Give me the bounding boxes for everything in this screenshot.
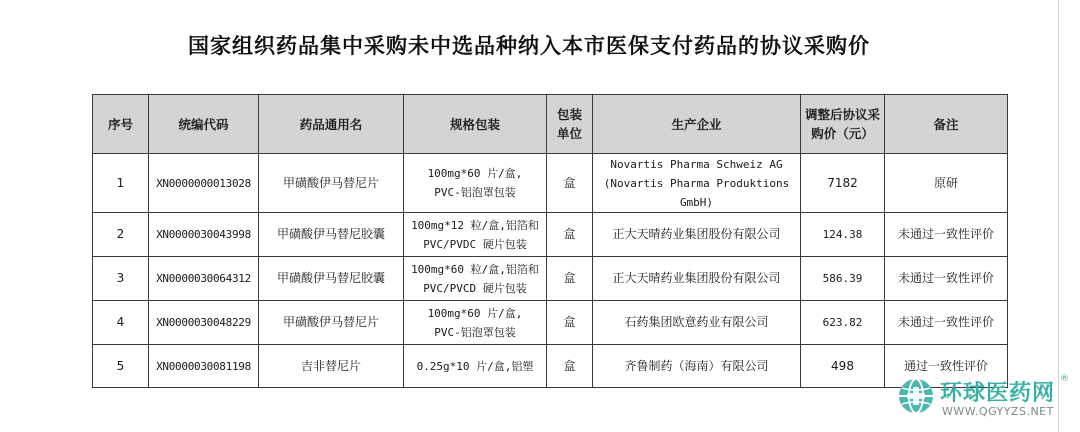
cell-manufacturer-line: (Novartis Pharma Produktions	[603, 176, 790, 190]
cell-code: XN0000030043998	[149, 213, 259, 257]
page-right-rule	[1058, 0, 1059, 432]
table-row	[93, 154, 1008, 213]
cell-spec-line: PVC/PVCD 硬片包装	[423, 281, 527, 295]
header-code: 统编代码	[149, 95, 259, 154]
cell-seq: 5	[93, 345, 149, 388]
cell-drug-name: 吉非替尼片	[259, 345, 404, 388]
watermark-name: 环球医药网	[940, 381, 1056, 406]
watermark-registered-mark: ®	[1060, 374, 1069, 384]
header-manufacturer: 生产企业	[593, 95, 801, 154]
cell-code: XN0000000013028	[149, 154, 259, 213]
cell-price: 623.82	[801, 301, 885, 345]
watermark	[896, 374, 1069, 424]
cell-remark: 未通过一致性评价	[885, 301, 1008, 345]
cell-remark: 未通过一致性评价	[885, 257, 1008, 301]
cell-manufacturer-line: GmbH)	[679, 195, 714, 209]
table-header-row	[93, 95, 1008, 154]
table-row	[93, 257, 1008, 301]
cell-code: XN0000030064312	[149, 257, 259, 301]
cell-spec	[404, 213, 547, 257]
cell-manufacturer-line: Novartis Pharma Schweiz AG	[610, 157, 783, 171]
cell-seq: 1	[93, 154, 149, 213]
cell-price: 124.38	[801, 213, 885, 257]
cell-remark: 通过一致性评价	[885, 345, 1008, 388]
header-price-line2: 购价（元）	[811, 126, 874, 141]
cell-manufacturer	[593, 154, 801, 213]
table-row	[93, 301, 1008, 345]
cell-seq: 2	[93, 213, 149, 257]
cell-remark: 未通过一致性评价	[885, 213, 1008, 257]
cell-spec	[404, 301, 547, 345]
cell-drug-name: 甲磺酸伊马替尼胶囊	[259, 213, 404, 257]
cell-manufacturer: 正大天晴药业集团股份有限公司	[593, 213, 801, 257]
header-seq: 序号	[93, 95, 149, 154]
cell-spec-line: 100mg*60 粒/盒,铝箔和	[411, 262, 539, 276]
watermark-url: WWW.QGYYZS.NET	[942, 405, 1054, 418]
cell-unit: 盒	[547, 345, 593, 388]
cell-spec	[404, 257, 547, 301]
cell-remark: 原研	[885, 154, 1008, 213]
cell-unit: 盒	[547, 257, 593, 301]
cell-spec-line: PVC/PVDC 硬片包装	[423, 237, 527, 251]
globe-logo-icon	[896, 376, 936, 416]
cell-price: 498	[801, 345, 885, 388]
cell-spec-line: 100mg*12 粒/盒,铝箔和	[411, 218, 539, 232]
price-table	[92, 94, 1008, 388]
header-drug-name: 药品通用名	[259, 95, 404, 154]
cell-price: 586.39	[801, 257, 885, 301]
cell-spec-line: 100mg*60 片/盒,	[427, 306, 523, 320]
cell-drug-name: 甲磺酸伊马替尼片	[259, 154, 404, 213]
header-unit-line2: 单位	[556, 126, 582, 141]
cell-manufacturer: 齐鲁制药（海南）有限公司	[593, 345, 801, 388]
header-remark: 备注	[885, 95, 1008, 154]
cell-spec-line: PVC-铝泡罩包装	[434, 325, 516, 339]
header-price-line1: 调整后协议采	[804, 107, 880, 122]
header-spec: 规格包装	[404, 95, 547, 154]
cell-unit: 盒	[547, 301, 593, 345]
cell-code: XN0000030048229	[149, 301, 259, 345]
header-unit	[547, 95, 593, 154]
header-unit-line1: 包装	[556, 107, 582, 122]
cell-manufacturer: 正大天晴药业集团股份有限公司	[593, 257, 801, 301]
document-title: 国家组织药品集中采购未中选品种纳入本市医保支付药品的协议采购价	[188, 34, 870, 58]
table-row	[93, 213, 1008, 257]
cell-drug-name: 甲磺酸伊马替尼胶囊	[259, 257, 404, 301]
cell-drug-name: 甲磺酸伊马替尼片	[259, 301, 404, 345]
cell-seq: 3	[93, 257, 149, 301]
cell-price: 7182	[801, 154, 885, 213]
cell-unit: 盒	[547, 154, 593, 213]
cell-spec	[404, 154, 547, 213]
cell-seq: 4	[93, 301, 149, 345]
table-row	[93, 345, 1008, 388]
cell-spec-line: PVC-铝泡罩包装	[434, 186, 516, 199]
cell-spec-line: 100mg*60 片/盒,	[427, 167, 523, 180]
header-price	[801, 95, 885, 154]
cell-manufacturer: 石药集团欧意药业有限公司	[593, 301, 801, 345]
cell-unit: 盒	[547, 213, 593, 257]
cell-spec: 0.25g*10 片/盒,铝塑	[404, 345, 547, 388]
cell-code: XN0000030081198	[149, 345, 259, 388]
